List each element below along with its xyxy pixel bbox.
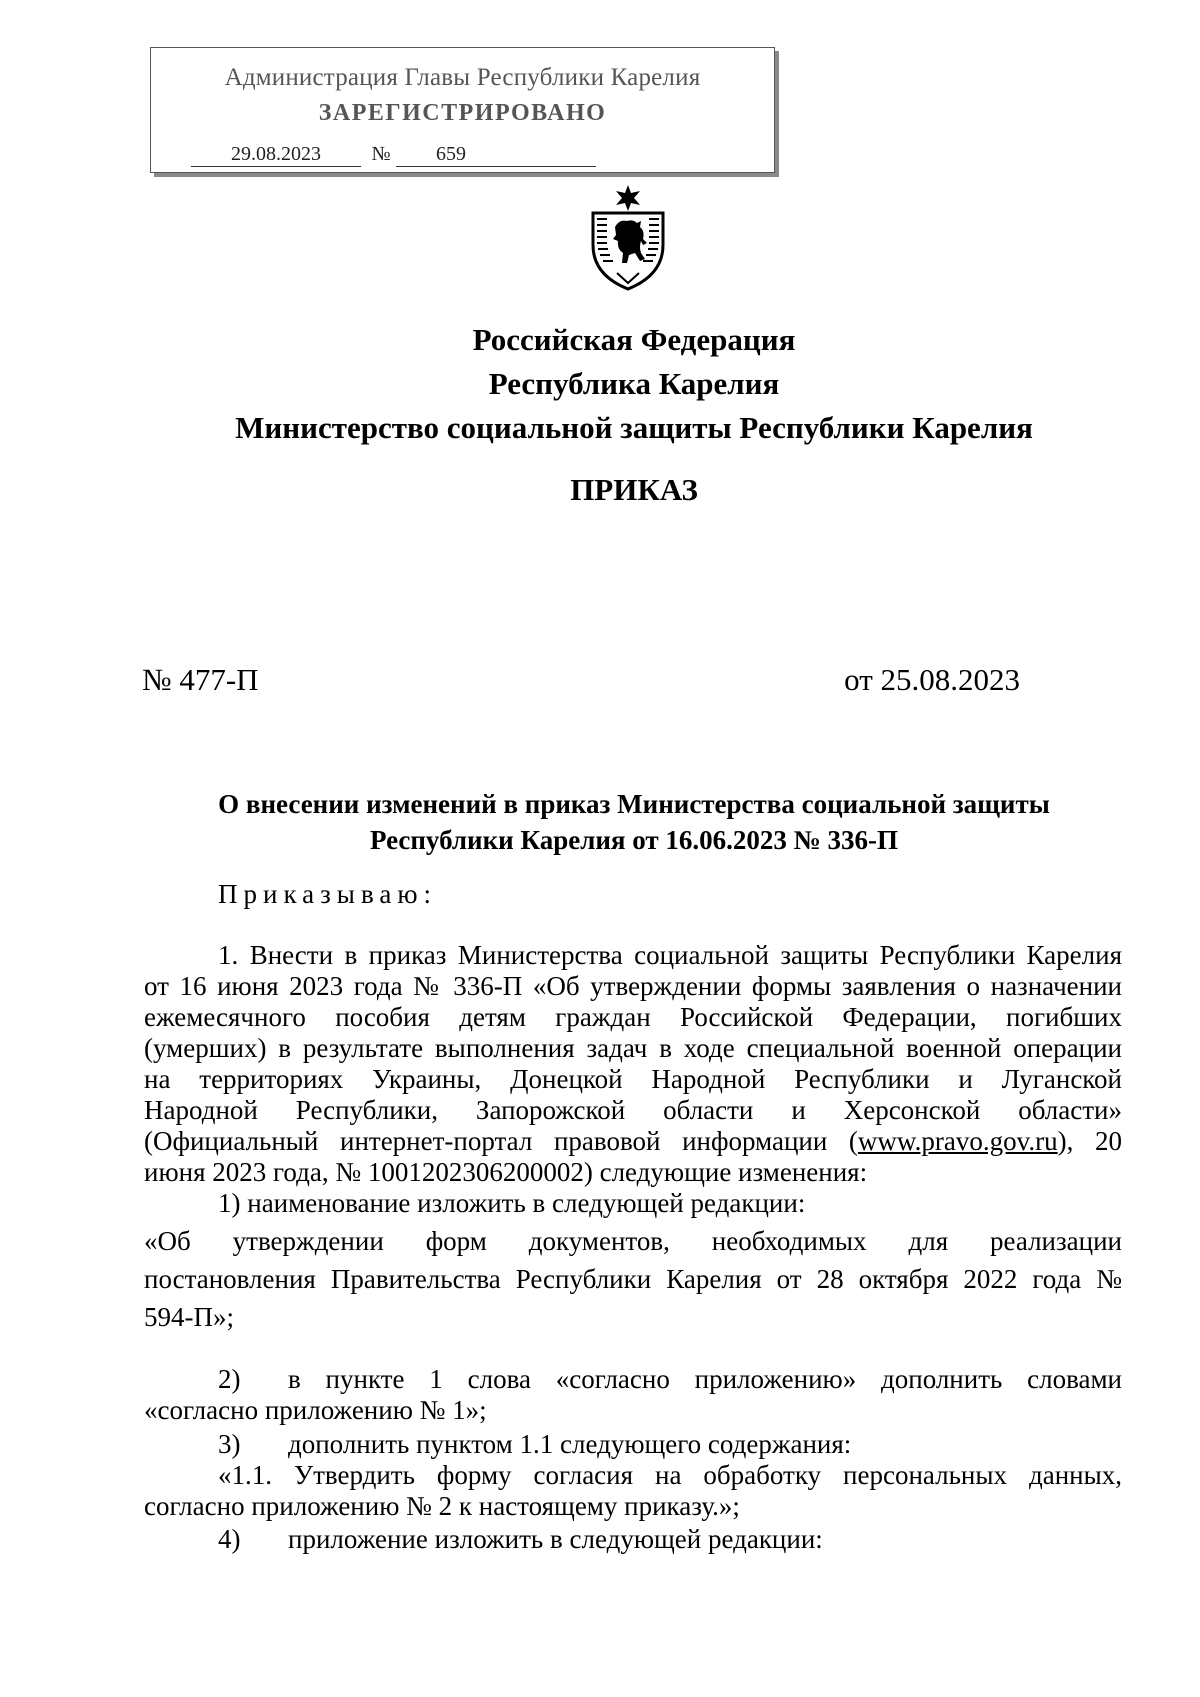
item-3-text: дополнить пунктом 1.1 следующего содержания: bbox=[288, 1429, 852, 1459]
item-1-text: 1) наименование изложить в следующей редакции: bbox=[218, 1188, 806, 1218]
item-1-quote-line: 594-П»; bbox=[144, 1302, 234, 1332]
document-title bbox=[150, 786, 1118, 858]
header-republic: Республика Карелия bbox=[488, 366, 780, 401]
item-2 bbox=[144, 1364, 1122, 1426]
header-ministry: Министерство социальной защиты Республики Карелия bbox=[235, 410, 1033, 445]
stamp-organization: Администрация Главы Республики Карелия bbox=[224, 64, 701, 91]
order-directive: Приказываю: bbox=[218, 879, 437, 909]
stamp-number: 659 bbox=[396, 142, 596, 167]
stamp-number-sign: № bbox=[371, 143, 391, 165]
header-country: Российская Федерация bbox=[472, 322, 796, 357]
item-4-line bbox=[144, 1524, 1122, 1555]
item-1-quote-line: постановления Правительства Республики Карелия от 28 октября 2022 года № bbox=[144, 1264, 1122, 1294]
item-3 bbox=[144, 1429, 1122, 1522]
paragraph-1-line: ежемесячного пособия детям граждан Российской Федерации, погибших bbox=[144, 1002, 1122, 1032]
item-3-quote-line: «1.1. Утвердить форму согласия на обработку персональных данных, bbox=[218, 1460, 1122, 1490]
paragraph-1-line: на территориях Украины, Донецкой Народной Республики и Луганской bbox=[144, 1064, 1122, 1094]
document-type: ПРИКАЗ bbox=[570, 472, 698, 507]
item-4-number: 4) bbox=[218, 1524, 241, 1554]
item-4 bbox=[144, 1524, 1122, 1555]
paragraph-1-line bbox=[144, 1126, 1122, 1157]
item-3-number: 3) bbox=[218, 1429, 241, 1459]
item-4-text: приложение изложить в следующей редакции: bbox=[288, 1524, 823, 1554]
stamp-status: ЗАРЕГИСТРИРОВАНО bbox=[318, 100, 607, 126]
item-2-line: «согласно приложению № 1»; bbox=[144, 1395, 487, 1425]
item-1 bbox=[144, 1188, 1122, 1219]
item-1-quote-line: «Об утверждении форм документов, необходимых для реализации bbox=[144, 1226, 1122, 1256]
paragraph-1-text: (Официальный интернет-портал правовой информации ( bbox=[144, 1126, 858, 1156]
stamp-date: 29.08.2023 bbox=[191, 142, 361, 167]
paragraph-1-line: 1. Внести в приказ Министерства социальной защиты Республики Карелия bbox=[218, 940, 1122, 970]
item-2-text: в пункте 1 слова «согласно приложению» дополнить словами bbox=[288, 1364, 1122, 1394]
paragraph-1-line: (умерших) в результате выполнения задач в ходе специальной военной операции bbox=[144, 1033, 1122, 1063]
paragraph-1-line: июня 2023 года, № 1001202306200002) следующие изменения: bbox=[144, 1157, 868, 1187]
document-title-line1: О внесении изменений в приказ Министерства социальной защиты bbox=[218, 789, 1050, 819]
item-3-line bbox=[144, 1429, 1122, 1460]
paragraph-1-line: от 16 июня 2023 года № 336-П «Об утверждении формы заявления о назначении bbox=[144, 971, 1122, 1001]
pravo-gov-link[interactable]: www.pravo.gov.ru bbox=[857, 1126, 1058, 1156]
karelia-coat-of-arms-icon bbox=[585, 183, 671, 291]
order-number: № 477-П bbox=[142, 662, 259, 697]
item-1-quote bbox=[144, 1222, 1122, 1336]
item-3-quote-line: согласно приложению № 2 к настоящему приказу.»; bbox=[144, 1491, 740, 1521]
paragraph-1-text: ), 20 bbox=[1057, 1126, 1123, 1156]
paragraph-1-line: Народной Республики, Запорожской области и Херсонской области» bbox=[144, 1095, 1122, 1125]
order-date: от 25.08.2023 bbox=[844, 662, 1020, 697]
document-title-line2: Республики Карелия от 16.06.2023 № 336-П bbox=[369, 825, 899, 855]
registration-stamp bbox=[150, 47, 775, 173]
item-2-number: 2) bbox=[218, 1364, 241, 1394]
item-2-line bbox=[144, 1364, 1122, 1395]
paragraph-1 bbox=[144, 940, 1122, 1188]
